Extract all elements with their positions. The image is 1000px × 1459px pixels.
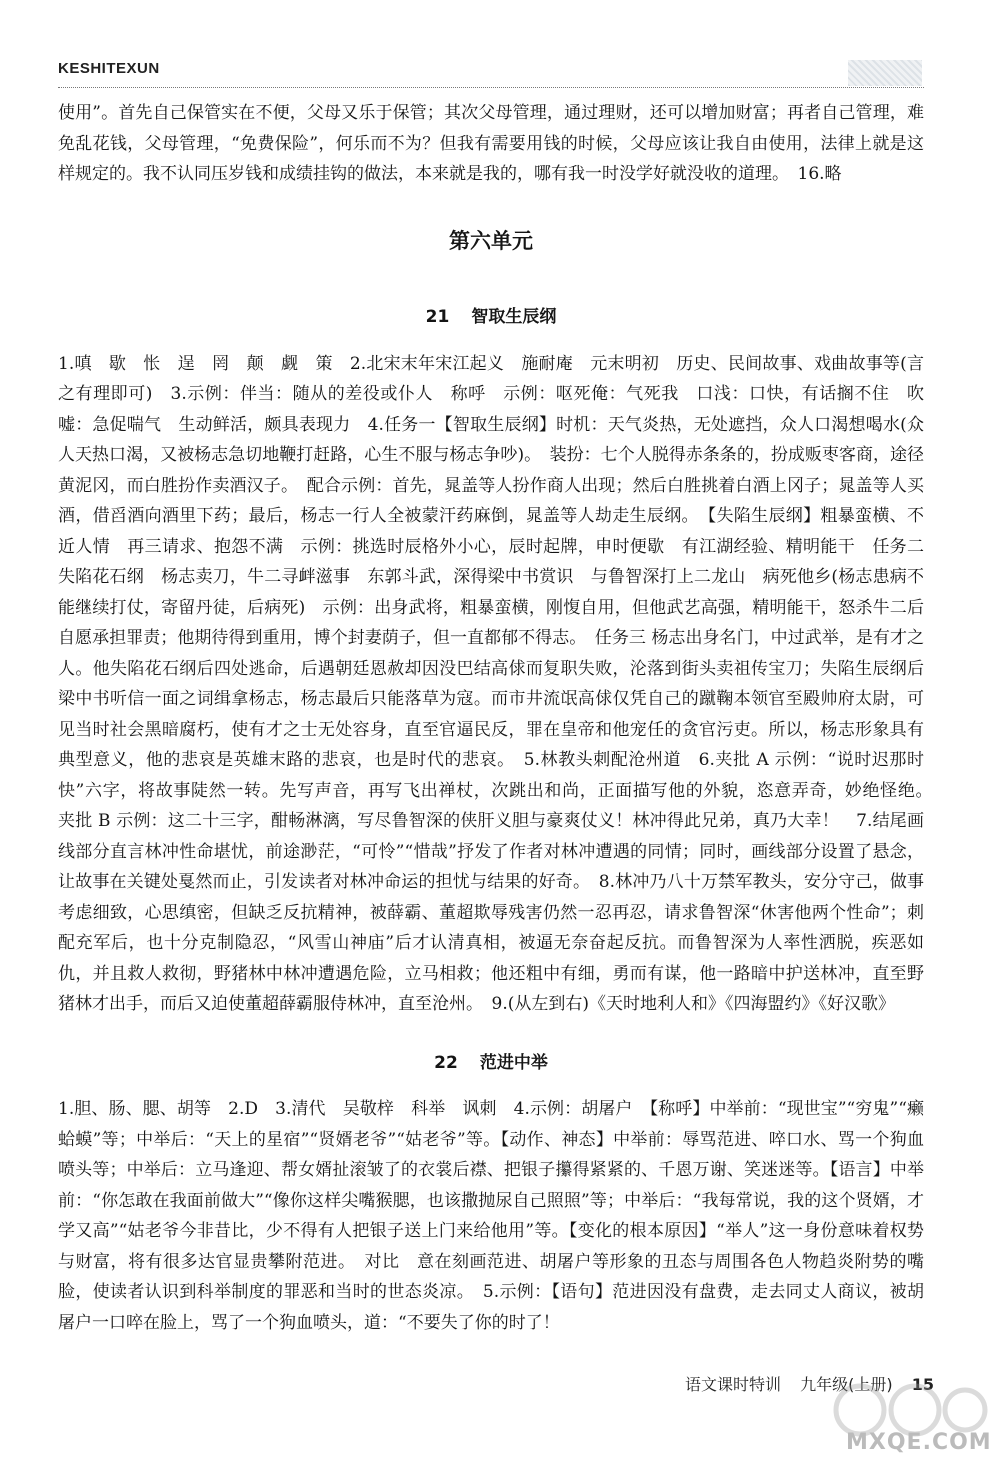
watermark-text: MXQE.COM [846, 1430, 992, 1455]
watermark-ring-1 [836, 1386, 884, 1434]
unit-title: 第六单元 [449, 228, 533, 253]
lesson-21-title: 智取生辰纲 [471, 307, 557, 327]
page-content [58, 98, 941, 1338]
lesson-22-title: 范进中举 [479, 1052, 548, 1073]
lesson-22-number: 22 [434, 1052, 458, 1073]
watermark-ring-2 [891, 1386, 939, 1434]
page-number: 15 [911, 1375, 934, 1394]
lesson-21-answers: 1.嗔 歇 怅 逞 罔 颠 觑 策 2.北宋末年宋江起义 施耐庵 元末明初 历史、民间故事、戏曲故事等(言之有理即可) 3.示例：伴当：随从的差役或仆人 称呼 示例：呕死俺：气死我 口浅：口快，有话搁不住 吹嘘：急促喘气 生动鲜活，颇具表现力 4.任务一【智取生辰纲】时机：天气炎热，无处遮挡，众人口渴想喝水(众人天热口渴，又被杨志急切地鞭打赶路，心生不服与杨志争吵)。 装扮：七个人脱得赤条条的，扮成贩枣客商，途径黄泥冈，而白胜扮作卖酒汉子。 配合示例：首先，晁盖等人扮作商人出现；然后白胜挑着白酒上冈子；晁盖等人买酒，借舀酒向酒里下药；最后，杨志一行人全被蒙汗药麻倒，晁盖等人劫走生辰纲。 【失陷生辰纲】粗暴蛮横、不近人情 再三请求、抱怨不满 示例：挑选时辰格外小心，辰时起牌，申时便歇 有江湖经验、精明能干 任务二 失陷花石纲 杨志卖刀，牛二寻衅滋事 东郭斗武，深得梁中书赏识 与鲁智深打上二龙山 病死他乡(杨志患病不能继续打仗，寄留丹徒，后病死) 示例：出身武将，粗暴蛮横，刚愎自用，但他武艺高强，精明能干，怒杀牛二后自愿承担罪责；他期待得到重用，博个封妻荫子，但一直都郁不得志。 任务三 杨志出身名门，中过武举，是有才之人。他失陷花石纲后四处逃命，后遇朝廷恩赦却因没巴结高俅而复职失败，沦落到街头卖祖传宝刀；失陷生辰纲后梁中书听信一面之词缉拿杨志，杨志最后只能落草为寇。而市井流氓高俅仅凭自己的蹴鞠本领官至殿帅府太尉，可见当时社会黑暗腐朽，使有才之士无处容身，直至官逼民反，罪在皇帝和他宠任的贪官污吏。所以，杨志形象具有典型意义，他的悲哀是英雄末路的悲哀，也是时代的悲哀。 5.林教头刺配沧州道 6.夹批 A 示例：“说时迟那时快”六字，将故事陡然一转。先写声音，再写飞出禅杖，次跳出和尚，正面描写他的外貌，恣意弄奇，妙绝怪绝。 夹批 B 示例：这二十三字，酣畅淋漓，写尽鲁智深的侠肝义胆与豪爽仗义！林冲得此兄弟，真乃大幸！ 7.结尾画线部分直言林冲性命堪忧，前途渺茫，“可怜”“惜哉”抒发了作者对林冲遭遇的同情；同时，画线部分设置了悬念，让故事在关键处戛然而止，引发读者对林冲命运的担忧与结果的好奇。 8.林冲乃八十万禁军教头，安分守己，做事考虑细致，心思缜密，但缺乏反抗精神，被薛霸、董超欺辱残害仍然一忍再忍，请求鲁智深“休害他两个性命”；刺配充军后，也十分克制隐忍，“风雪山神庙”后才认清真相，被逼无奈奋起反抗。而鲁智深为人率性洒脱，疾恶如仇，并且救人救彻，野猪林中林冲遭遇危险，立马相救；他还粗中有细，勇而有谋，他一路暗中护送林冲，直至野猪林才出手，而后又迫使董超薛霸服侍林冲，直至沧州。 9.(从左到右)《天时地利人和》《四海盟约》《好汉歌》 [58, 353, 941, 1014]
corner-decoration [848, 60, 922, 86]
header-divider [58, 87, 924, 88]
lesson-21-heading [58, 302, 924, 333]
footer-grade: 九年级(上册) [800, 1375, 893, 1394]
intro-paragraph: 使用”。首先自己保管实在不便，父母又乐于保管；其次父母管理，通过理财，还可以增加财富；再者自己管理，难免乱花钱，父母管理，“免费保险”，何乐而不为？但我有需要用钱的时候，父母应该让我自由使用，法律上就是这样规定的。我不认同压岁钱和成绩挂钩的做法，本来就是我的，哪有我一时没学好就没收的道理。 16.略 [58, 103, 924, 184]
footer-book-title: 语文课时特训 [685, 1375, 782, 1394]
brand-label: KESHITEXUN [58, 60, 160, 77]
lesson-22-answers: 1.胆、肠、腮、胡等 2.D 3.清代 吴敬梓 科举 讽刺 4.示例：胡屠户 【称呼】中举前：“现世宝”“穷鬼”“癞蛤蟆”等；中举后：“天上的星宿”“贤婿老爷”“姑老爷”等。【动作、神态】中举前：辱骂范进、啐口水、骂一个狗血喷头等；中举后：立马逢迎、帮女婿扯滚皱了的衣裳后襟、把银子攥得紧紧的、千恩万谢、笑迷迷等。【语言】中举前：“你怎敢在我面前做大”“像你这样尖嘴猴腮，也该撒抛尿自己照照”等；中举后：“我每常说，我的这个贤婿，才学又高”“姑老爷今非昔比，少不得有人把银子送上门来给他用”等。【变化的根本原因】“举人”这一身份意味着权势与财富，将有很多达官显贵攀附范进。 对比 意在刻画范进、胡屠户等形象的丑态与周围各色人物趋炎附势的嘴脸，使读者认识到科举制度的罪恶和当时的世态炎凉。 5.示例：【语句】范进因没有盘费，走去同丈人商议，被胡屠户一口啐在脸上，骂了一个狗血喷头，道：“不要失了你的时了！ [58, 1099, 924, 1333]
lesson-21-number: 21 [425, 307, 450, 327]
lesson-22-heading [58, 1048, 924, 1079]
watermark-ring-3 [945, 1390, 985, 1430]
